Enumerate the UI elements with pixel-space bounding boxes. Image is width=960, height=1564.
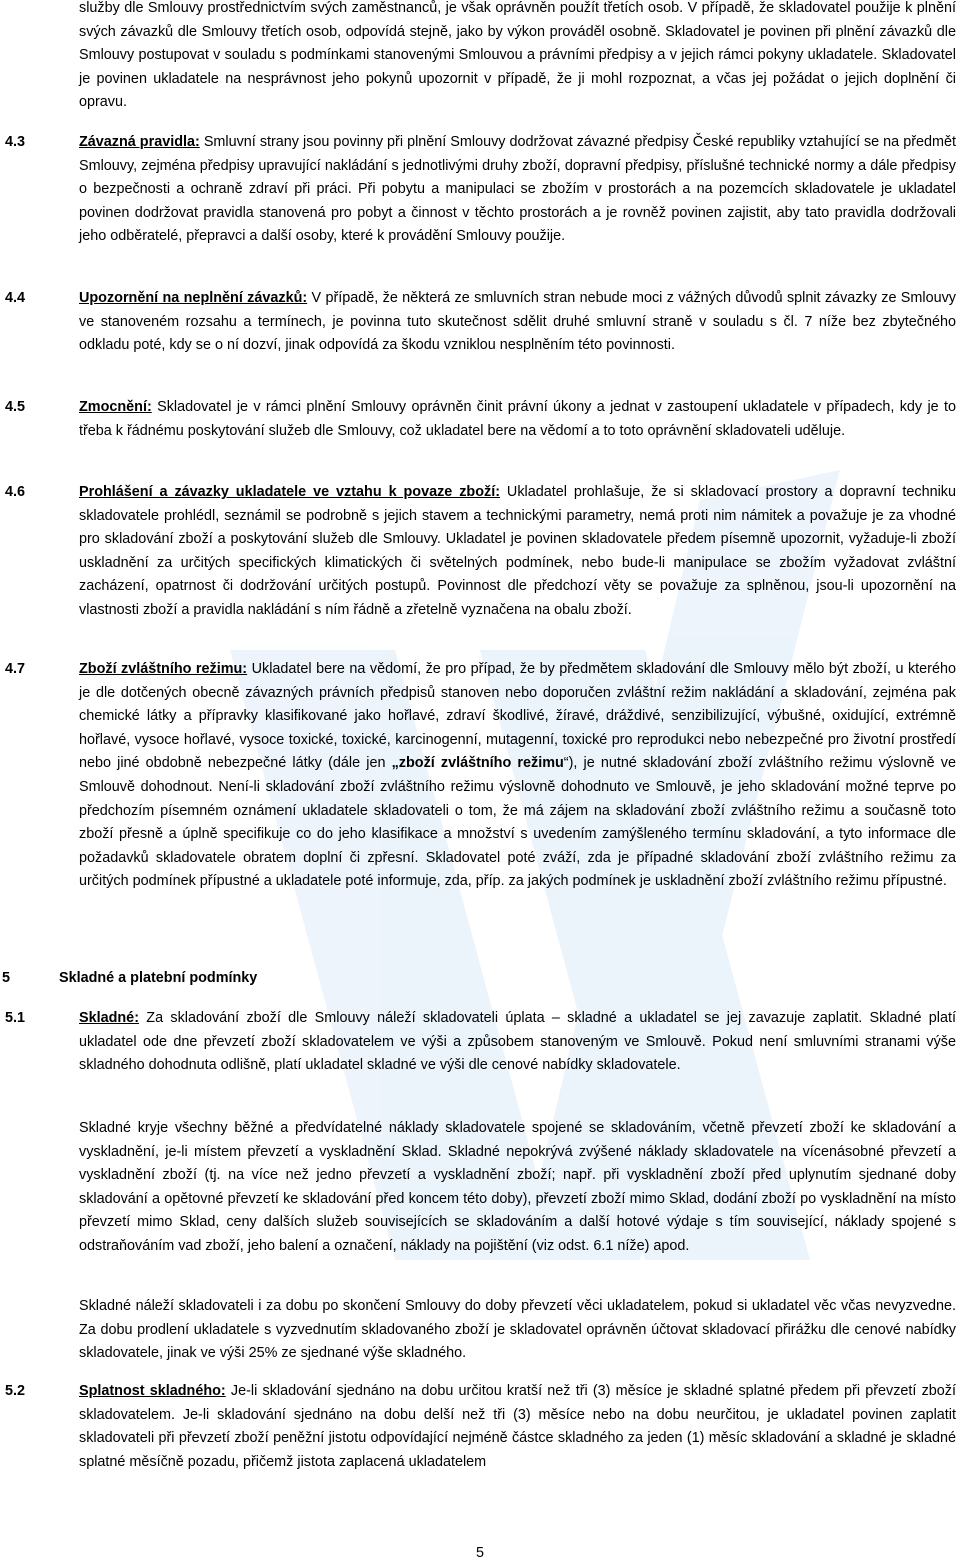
section-5-1-paragraph-3 (79, 1295, 956, 1366)
section-number: 4.5 (5, 399, 26, 415)
section-heading: Splatnost skladného: (79, 1383, 226, 1399)
section-heading: Zboží zvláštního režimu: (79, 661, 248, 677)
section-number: 4.6 (5, 484, 26, 500)
page-number: 5 (475, 1545, 484, 1561)
section-heading: Prohlášení a závazky ukladatele ve vztahu k povaze zboží: (79, 484, 500, 500)
section-4-5 (79, 396, 956, 443)
section-heading: Zmocnění: (79, 399, 152, 415)
paragraph-text: Skladné kryje všechny běžné a předvídatelné náklady skladovatele spojené se skladováním, včetně převzetí zboží ke skladování a vyskladnění, je-li místem převzetí a vyskladnění Sklad. Skladné nepokrývá zvýšené náklady skladovatele na vícenásobné převzetí a vyskladnění zboží (tj. na více než jedno převzetí a vyskladnění zboží; např. při vyskladnění zboží před uplynutím sjednané doby skladování a opětovné převzetí ke skladování před koncem této doby), převzetí zboží mimo Sklad, dodání zboží po vyskladnění na místo převzetí mimo Sklad, ceny dalších služeb souvisejících se skladováním a další hotové výdaje s tím související, náklady spojené s odstraňováním vad zboží, jeho balení a označení, náklady na pojištění (viz odst. 6.1 níže) apod. (79, 1120, 956, 1254)
section-title: Skladné a platební podmínky (59, 970, 258, 986)
section-heading: Skladné: (79, 1010, 139, 1026)
section-text: “), je nutné skladování zboží zvláštního režimu výslovně ve Smlouvě dohodnout. Není-li skladování zboží zvláštního režimu výslovně dohodnuto ve Smlouvě, je jeho skladování možné teprve po předchozím písemném oznámení ukladatele skladovateli o tom, že má zájem na skladování zboží zvláštního režimu a současně toto zboží přesně a úplně specifikuje co do jeho klasifikace a množství s uvedením zamýšleného termínu skladování, a tyto informace dle požadavků skladovatele obratem doplní či zpřesní. Skladovatel poté zváží, zda je případné skladování zboží zvláštního režimu za určitých podmínek přípustné a ukladatele poté informuje, zda, příp. za jakých podmínek je uskladnění zboží zvláštního režimu přípustné. (79, 755, 956, 890)
section-text: Ukladatel bere na vědomí, že pro případ, že by předmětem skladování dle Smlouvy mělo být zboží, u kterého je dle dotčených obecně závazných právních předpisů stanoven nebo doporučen zvláštní režim nakládání a skladování, zejména pak chemické látky a přípravky klasifikované jako hořlavé, zdraví škodlivé, žíravé, dráždivé, senzibilizující, výbušné, oxidující, extrémně hořlavé, vysoce hořlavé, vysoce toxické, toxické, karcinogenní, mutagenní, toxické pro reprodukci nebo nebezpečné pro životní prostředí nebo jiné obdobně nebezpečné látky (dále jen (79, 661, 956, 772)
section-number: 5 (2, 970, 11, 986)
section-4-3 (79, 131, 956, 249)
section-number: 5.2 (5, 1383, 26, 1399)
section-text: Skladovatel je v rámci plnění Smlouvy oprávněn činit právní úkony a jednat v zastoupení ukladatele v případech, kdy je to třeba k řádnému poskytování služeb dle Smlouvy, což ukladatel bere na vědomí a to toto oprávnění skladovateli uděluje. (79, 399, 956, 439)
section-number: 4.7 (5, 661, 26, 677)
section-text: Smluvní strany jsou povinny při plnění Smlouvy dodržovat závazné předpisy České republiky vztahující se na předmět Smlouvy, zejména předpisy upravující nakládání s jednotlivými druhy zboží, dopravní předpisy, příslušné technické normy a dále předpisy o bezpečnosti a ochraně zdraví při práci. Při pobytu a manipulaci se zbožím v prostorách a na pozemcích skladovatele je ukladatel povinen dodržovat pravidla stanovená pro pobyt a činnost v těchto prostorách a je rovněž povinen zajistit, aby tato pravidla dodržovali jeho odběratelé, přepravci a další osoby, které k provádění Smlouvy použije. (79, 134, 956, 245)
section-5-2 (79, 1380, 956, 1474)
section-4-7 (79, 658, 956, 894)
section-heading: Upozornění na neplnění závazků: (79, 290, 308, 306)
section-number: 4.3 (5, 134, 26, 150)
section-text: Ukladatel prohlašuje, že si skladovací prostory a dopravní techniku skladovatele prohlédl, seznámil se podrobně s jejich stavem a technickými parametry, nemá proti nim námitek a považuje je za vhodné pro skladování zboží a poskytování služeb dle Smlouvy. Ukladatel je povinen skladovatele předem písemně upozornit, vyžaduje-li zboží uskladnění za určitých specifických klimatických či světelných podmínek, nebo bude-li manipulace se zbožím vyžadovat zvláštní zacházení, opatrnost či dodržování určitých postupů. Povinnost dle předchozí věty se považuje za splněnou, jsou-li upozornění na vlastnosti zboží a pravidla nakládání s ním řádně a zřetelně vyznačena na obalu zboží. (79, 484, 956, 618)
paragraph-text: Skladné náleží skladovateli i za dobu po skončení Smlouvy do doby převzetí věci ukladatelem, pokud si ukladatel věc včas nevyzvedne. Za dobu prodlení ukladatele s vyzvednutím skladovaného zboží je skladovatel oprávněn účtovat skladovací přirážku dle cenové nabídky skladovatele, jinak ve výši 25% ze sjednané výše skladného. (79, 1298, 956, 1362)
intro-paragraph (79, 0, 956, 115)
section-number: 5.1 (5, 1010, 26, 1026)
section-4-4 (79, 287, 956, 358)
section-5-1 (79, 1007, 956, 1078)
intro-text: služby dle Smlouvy prostřednictvím svých zaměstnanců, je však oprávněn použít třetích osob. V případě, že skladovatel použije k plnění svých závazků dle Smlouvy třetích osob, odpovídá stejně, jako by výkon prováděl osobně. Skladovatel je povinen při plnění závazků dle Smlouvy postupovat v souladu s podmínkami stanovenými Smlouvou a právními předpisy a v jejich rámci pokyny ukladatele. Skladovatel je povinen ukladatele na nesprávnost jeho pokynů upozornit v případě, že ji mohl rozpoznat, a včas jej požádat o jejich doplnění či opravu. (79, 0, 956, 111)
section-text: Za skladování zboží dle Smlouvy náleží skladovateli úplata – skladné a ukladatel se jej zavazuje zaplatit. Skladné platí ukladatel ode dne převzetí zboží skladovatelem ve výši a způsobem stanoveným ve Smlouvě. Pokud není smluvními stranami výše skladného dohodnuta odlišně, platí ukladatel skladné ve výši dle cenové nabídky skladovatele. (79, 1010, 956, 1074)
section-4-6 (79, 481, 956, 623)
section-5-1-paragraph-2 (79, 1117, 956, 1259)
section-heading: Závazná pravidla: (79, 134, 200, 150)
defined-term: „zboží zvláštního režimu (391, 755, 564, 772)
section-text: Je-li skladování sjednáno na dobu určitou kratší než tři (3) měsíce je skladné splatné předem při převzetí zboží skladovatelem. Je-li skladování sjednáno na dobu delší než tři (3) měsíce nebo na dobu neurčitou, je ukladatel povinen zaplatit skladovateli při převzetí zboží peněžní jistotu odpovídající nejméně částce skladného za jeden (1) měsíc skladování a skladné je skladné splatné měsíčně pozadu, přičemž jistota zaplacená ukladatelem (79, 1383, 956, 1470)
section-number: 4.4 (5, 290, 26, 306)
section-text: V případě, že některá ze smluvních stran nebude moci z vážných důvodů splnit závazky ze Smlouvy ve stanoveném rozsahu a termínech, je povinna tuto skutečnost sdělit druhé smluvní straně v souladu s čl. 7 níže bez zbytečného odkladu poté, kdy se o ní dozví, jinak odpovídá za škodu vzniklou nesplněním této povinnosti. (79, 290, 956, 354)
